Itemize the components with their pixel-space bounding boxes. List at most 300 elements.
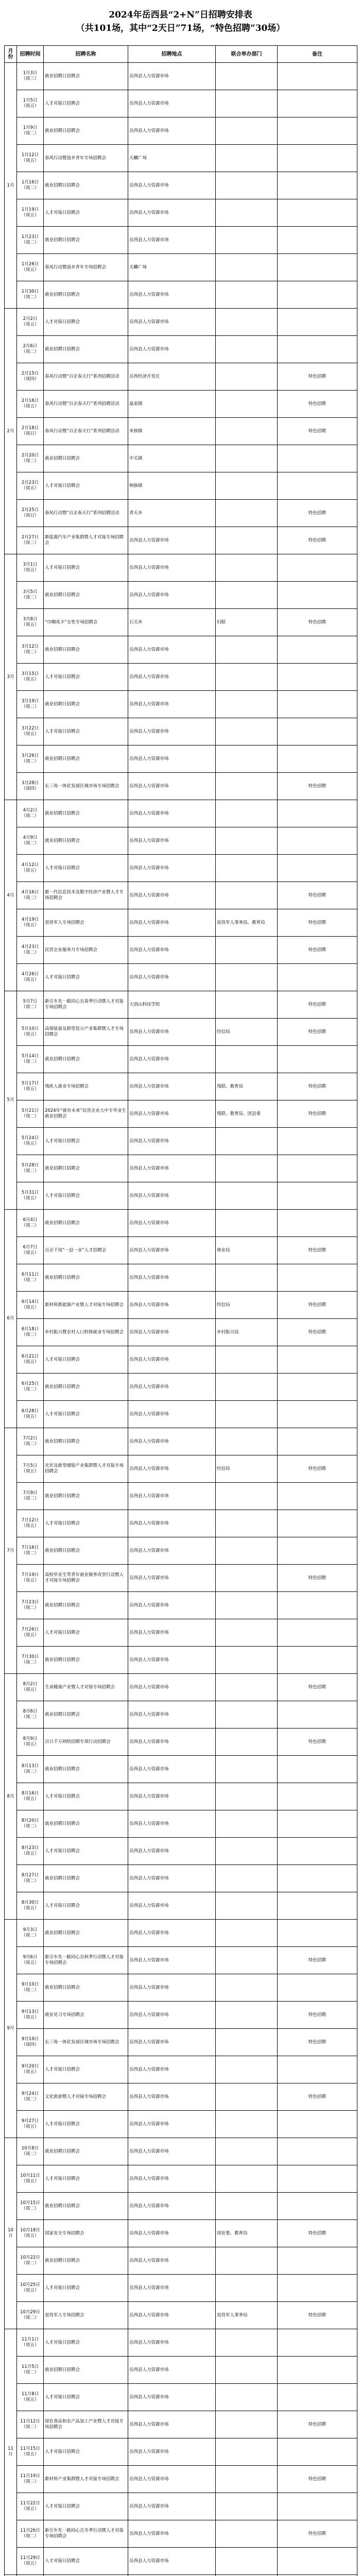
event-name-cell: 就业见习专场招聘会 — [44, 2002, 128, 2029]
date-cell — [17, 1537, 44, 1565]
date-cell — [17, 363, 44, 391]
date-cell — [17, 1647, 44, 1674]
date-text: 6月21日 — [21, 1354, 39, 1359]
co-organizer-cell — [216, 1537, 278, 1565]
weekday-text: （周五） — [21, 322, 39, 327]
weekday-text: （周五） — [21, 2506, 39, 2512]
co-organizer-cell: 乡村振兴局 — [216, 1319, 278, 1346]
co-organizer-cell — [216, 2466, 278, 2493]
date-text: 4月23日 — [21, 944, 39, 950]
date-text: 7月12日 — [21, 1518, 39, 1523]
venue-cell: 中关镇 — [128, 445, 216, 472]
date-cell — [17, 1728, 44, 1756]
remark-cell: 特色招聘 — [278, 1674, 357, 1701]
remark-cell: 特色招聘 — [278, 2002, 357, 2029]
date-text: 3月26日 — [21, 753, 39, 758]
date-text: 8月30日 — [21, 1900, 39, 1905]
event-name-cell: 人才对接日招聘会 — [44, 2438, 128, 2466]
co-organizer-cell — [216, 309, 278, 336]
event-name-cell: 人才对接日招聘会 — [44, 718, 128, 745]
remark-cell — [278, 1210, 357, 1237]
weekday-text: （周二） — [21, 1387, 39, 1392]
event-name-cell: 就业招聘日招聘会 — [44, 2357, 128, 2384]
table-row — [5, 1510, 357, 1537]
date-cell — [17, 1374, 44, 1401]
co-organizer-cell — [216, 991, 278, 1019]
venue-cell: 岳西县人力资源市场 — [128, 2329, 216, 2357]
weekday-text: （周五） — [21, 1305, 39, 1310]
weekday-text: （周五） — [21, 1087, 39, 1092]
venue-cell: 岳西县人力资源市场 — [128, 1237, 216, 1264]
date-text: 1月23日 — [21, 234, 39, 240]
co-organizer-cell — [216, 1592, 278, 1619]
venue-cell: 岳西经济开发区 — [128, 363, 216, 391]
date-cell — [17, 2056, 44, 2083]
event-name-cell: 就业招聘日招聘会 — [44, 281, 128, 309]
event-name-cell: 春风行动暨“百企春天行”系列招聘活动 — [44, 363, 128, 391]
table-row — [5, 2384, 357, 2411]
venue-cell: 岳西县人力资源市场 — [128, 827, 216, 855]
co-organizer-cell — [216, 1701, 278, 1728]
event-name-cell: 就业招聘日招聘会 — [44, 2138, 128, 2165]
weekday-text: （周四） — [21, 377, 39, 382]
co-organizer-cell — [216, 227, 278, 254]
event-name-cell: 新能源汽车产业集群暨人才对接专场招聘会 — [44, 527, 128, 554]
date-text: 11月8日 — [21, 2392, 39, 2397]
weekday-text: （周二） — [21, 1442, 39, 1447]
co-organizer-cell — [216, 1974, 278, 2002]
remark-cell: 特色招聘 — [278, 527, 357, 554]
table-row — [5, 1483, 357, 1510]
month-cell: 3月 — [5, 554, 17, 800]
event-name-cell: 春风行动暨“百企春天行”系列招聘活动 — [44, 500, 128, 527]
weekday-text: （周二） — [21, 131, 39, 136]
date-text: 4月12日 — [21, 862, 39, 868]
date-text: 3月19日 — [21, 699, 39, 704]
date-cell — [17, 199, 44, 227]
date-cell — [17, 745, 44, 773]
weekday-text: （周五） — [21, 1032, 39, 1037]
weekday-text: （周五） — [21, 158, 39, 163]
event-name-cell: 就业招聘日招聘会 — [44, 636, 128, 664]
date-text: 10月25日 — [20, 2282, 40, 2287]
table-row — [5, 1292, 357, 1319]
date-text: 9月20日 — [21, 2064, 39, 2069]
table-row — [5, 172, 357, 199]
date-text: 2月6日 — [23, 344, 38, 349]
date-cell — [17, 1510, 44, 1537]
remark-cell: 特色招聘 — [278, 937, 357, 964]
weekday-text: （周二） — [21, 2151, 39, 2157]
event-name-cell: 人才对接日招聘会 — [44, 1619, 128, 1647]
date-text: 5月28日 — [21, 1163, 39, 1168]
event-name-cell: 就业招聘日招聘会 — [44, 1974, 128, 2002]
date-cell — [17, 1401, 44, 1428]
co-organizer-cell — [216, 882, 278, 909]
co-organizer-cell — [216, 1210, 278, 1237]
remark-cell — [278, 2548, 357, 2575]
date-cell — [17, 500, 44, 527]
date-cell — [17, 117, 44, 145]
document-title — [0, 0, 361, 43]
weekday-text: （周五） — [21, 1742, 39, 1747]
weekday-text: （周五） — [21, 1360, 39, 1365]
venue-cell: 岳西县人力资源市场 — [128, 227, 216, 254]
co-organizer-cell — [216, 2411, 278, 2438]
event-name-cell: 就业招聘日招聘会 — [44, 1701, 128, 1728]
table-row — [5, 363, 357, 391]
remark-cell — [278, 691, 357, 718]
date-cell — [17, 1100, 44, 1128]
remark-cell: 特色招聘 — [278, 2411, 357, 2438]
weekday-text: （周四） — [21, 2042, 39, 2047]
date-cell — [17, 937, 44, 964]
date-cell — [17, 145, 44, 172]
venue-cell: 岳西县人力资源市场 — [128, 1510, 216, 1537]
table-row — [5, 1019, 357, 1046]
date-text: 3月28日 — [21, 781, 39, 786]
date-cell — [17, 1046, 44, 1073]
table-header-row — [5, 46, 357, 63]
date-cell — [17, 1319, 44, 1346]
remark-cell: 特色招聘 — [278, 2520, 357, 2548]
venue-cell: 岳西县人力资源市场 — [128, 664, 216, 691]
co-organizer-cell — [216, 445, 278, 472]
date-cell — [17, 1346, 44, 1374]
date-text: 5月21日 — [21, 1108, 39, 1113]
venue-cell: 岳西县人力资源市场 — [128, 1128, 216, 1155]
event-name-cell: 就业招聘日招聘会 — [44, 2247, 128, 2275]
co-organizer-cell — [216, 718, 278, 745]
date-text: 5月24日 — [21, 1136, 39, 1141]
weekday-text: （周五） — [21, 486, 39, 491]
co-organizer-cell — [216, 1346, 278, 1374]
date-text: 11月26日 — [20, 2528, 40, 2533]
remark-cell: 特色招聘 — [278, 391, 357, 418]
event-name-cell: 乡村振兴暨农村人口转移就业专场招聘会 — [44, 1319, 128, 1346]
weekday-text: （周五） — [21, 267, 39, 273]
date-text: 8月2日 — [23, 1682, 38, 1687]
weekday-text: （周二） — [21, 1605, 39, 1611]
venue-cell: 岳西县人力资源市场 — [128, 1838, 216, 1865]
weekday-text: （周二） — [21, 1059, 39, 1064]
venue-cell: 岳西县人力资源市场 — [128, 1647, 216, 1674]
co-organizer-cell — [216, 391, 278, 418]
date-cell — [17, 691, 44, 718]
table-row — [5, 2520, 357, 2548]
co-organizer-cell — [216, 2029, 278, 2056]
co-organizer-cell — [216, 2329, 278, 2357]
table-row — [5, 2493, 357, 2520]
date-cell — [17, 1155, 44, 1182]
event-name-cell: 就业招聘日招聘会 — [44, 1537, 128, 1565]
venue-cell: 岳西县人力资源市场 — [128, 937, 216, 964]
event-name-cell: 人才对接日招聘会 — [44, 2165, 128, 2193]
date-cell — [17, 882, 44, 909]
venue-cell: 岳西县人力资源市场 — [128, 1728, 216, 1756]
co-organizer-cell — [216, 472, 278, 500]
event-name-cell: 绿色食品和农产品加工产业暨人才对接专场招聘会 — [44, 2411, 128, 2438]
weekday-text: （周五） — [21, 2124, 39, 2129]
remark-cell — [278, 1838, 357, 1865]
event-name-cell: 新材料产业集群暨人才对接专场招聘会 — [44, 2466, 128, 2493]
weekday-text: （周二） — [21, 1005, 39, 1010]
venue-cell: 岳西县人力资源市场 — [128, 1100, 216, 1128]
remark-cell — [278, 1510, 357, 1537]
co-organizer-cell — [216, 2275, 278, 2302]
event-name-cell: 就业招聘日招聘会 — [44, 800, 128, 827]
table-row — [5, 336, 357, 363]
table-row — [5, 773, 357, 800]
date-text: 4月2日 — [23, 808, 38, 813]
weekday-text: （周二） — [21, 2206, 39, 2211]
date-text: 2月18日 — [21, 426, 39, 431]
co-organizer-cell: 国安委、教育局 — [216, 2220, 278, 2247]
table-row — [5, 227, 357, 254]
venue-cell: 岳西县人力资源市场 — [128, 1155, 216, 1182]
co-organizer-cell — [216, 117, 278, 145]
month-cell: 10月 — [5, 2138, 17, 2329]
table-row — [5, 664, 357, 691]
table-row — [5, 718, 357, 745]
remark-cell — [278, 309, 357, 336]
date-cell — [17, 2165, 44, 2193]
event-name-cell: 文化旅游暨人才对接专场招聘会 — [44, 2083, 128, 2111]
remark-cell — [278, 1865, 357, 1892]
co-organizer-cell — [216, 1838, 278, 1865]
weekday-text: （周五） — [21, 2179, 39, 2184]
weekday-text: （周五） — [21, 2561, 39, 2566]
table-row — [5, 2357, 357, 2384]
remark-cell — [278, 1647, 357, 1674]
date-cell — [17, 1264, 44, 1292]
date-cell — [17, 2220, 44, 2247]
date-text: 8月20日 — [21, 1818, 39, 1823]
table-row — [5, 1319, 357, 1346]
date-cell — [17, 2193, 44, 2220]
table-row — [5, 582, 357, 609]
table-row — [5, 827, 357, 855]
date-cell — [17, 855, 44, 882]
event-name-cell: 春风行动暨返乡青年专场招聘会 — [44, 254, 128, 281]
weekday-text: （周二） — [21, 1496, 39, 1501]
venue-cell: 岳西县人力资源市场 — [128, 1920, 216, 1947]
weekday-text: （周五） — [21, 1687, 39, 1692]
remark-cell — [278, 254, 357, 281]
header-month: 月份 — [5, 46, 17, 63]
table-row — [5, 1647, 357, 1674]
date-cell — [17, 1865, 44, 1892]
weekday-text: （周五） — [21, 1141, 39, 1146]
weekday-text: （周二） — [21, 1168, 39, 1174]
venue-cell: 岳西县人力资源市场 — [128, 718, 216, 745]
date-cell — [17, 609, 44, 636]
table-row — [5, 909, 357, 937]
event-name-cell: 人才对接日招聘会 — [44, 2548, 128, 2575]
venue-cell: 岳西县人力资源市场 — [128, 1619, 216, 1647]
date-cell — [17, 1128, 44, 1155]
remark-cell: 特色招聘 — [278, 2466, 357, 2493]
remark-cell — [278, 1155, 357, 1182]
date-text: 1月5日 — [23, 98, 38, 103]
weekday-text: （周二） — [21, 1769, 39, 1774]
table-row — [5, 800, 357, 827]
event-name-cell: 人才对接日招聘会 — [44, 1838, 128, 1865]
date-text: 9月6日 — [23, 1955, 38, 1960]
remark-cell: 特色招聘 — [278, 1019, 357, 1046]
event-name-cell: 就业招聘日招聘会 — [44, 1155, 128, 1182]
table-row — [5, 1974, 357, 2002]
venue-cell: 岳西县人力资源市场 — [128, 2384, 216, 2411]
venue-cell: 岳西县人力资源市场 — [128, 1783, 216, 1810]
venue-cell: 岳西县人力资源市场 — [128, 1455, 216, 1483]
venue-cell: 岳西县人力资源市场 — [128, 199, 216, 227]
table-row — [5, 2083, 357, 2111]
weekday-text: （周五） — [21, 868, 39, 873]
event-name-cell: 人才对接日招聘会 — [44, 472, 128, 500]
table-row — [5, 2111, 357, 2138]
table-row — [5, 1237, 357, 1264]
venue-cell: 岳西县人力资源市场 — [128, 1674, 216, 1701]
weekday-text: （周二） — [21, 1114, 39, 1119]
date-text: 1月9日 — [23, 125, 38, 130]
venue-cell: 岳西县人力资源市场 — [128, 882, 216, 909]
weekday-text: （周二） — [21, 1715, 39, 1720]
remark-cell — [278, 172, 357, 199]
event-name-cell: 春风行动暨“百企春天行”系列招聘活动 — [44, 391, 128, 418]
date-cell — [17, 2002, 44, 2029]
co-organizer-cell — [216, 664, 278, 691]
table-row — [5, 391, 357, 418]
remark-cell — [278, 2056, 357, 2083]
table-row — [5, 554, 357, 582]
event-name-cell: 就业招聘日招聘会 — [44, 582, 128, 609]
date-cell — [17, 227, 44, 254]
date-cell — [17, 1592, 44, 1619]
co-organizer-cell — [216, 1810, 278, 1838]
weekday-text: （周五） — [21, 2233, 39, 2239]
remark-cell: 特色招聘 — [278, 909, 357, 937]
co-organizer-cell — [216, 1565, 278, 1592]
date-text: 9月13日 — [21, 2009, 39, 2014]
remark-cell — [278, 145, 357, 172]
remark-cell — [278, 1483, 357, 1510]
weekday-text: （周五） — [21, 1851, 39, 1856]
weekday-text: （周五） — [21, 1906, 39, 1911]
event-name-cell: 人才对接日招聘会 — [44, 199, 128, 227]
remark-cell — [278, 745, 357, 773]
remark-cell: 特色招聘 — [278, 1947, 357, 1974]
remark-cell — [278, 199, 357, 227]
date-cell — [17, 281, 44, 309]
weekday-text: （周五） — [21, 2397, 39, 2402]
date-cell — [17, 1892, 44, 1920]
date-text: 7月16日 — [21, 1545, 39, 1550]
venue-cell: 岳西县人力资源市场 — [128, 309, 216, 336]
co-organizer-cell — [216, 2493, 278, 2520]
co-organizer-cell — [216, 964, 278, 991]
event-name-cell: 新引车先一路同心且春季行动暨人才对接专场招聘会 — [44, 991, 128, 1019]
remark-cell — [278, 2247, 357, 2275]
date-text: 1月19日 — [21, 207, 39, 212]
venue-cell: 岳西县人力资源市场 — [128, 1974, 216, 2002]
table-row — [5, 964, 357, 991]
date-cell — [17, 172, 44, 199]
date-text: 6月14日 — [21, 1299, 39, 1304]
event-name-cell: 长三角一体化发展区域市场专场招聘会 — [44, 2029, 128, 2056]
table-row — [5, 2247, 357, 2275]
co-organizer-cell — [216, 2520, 278, 2548]
remark-cell: 特色招聘 — [278, 2220, 357, 2247]
co-organizer-cell — [216, 773, 278, 800]
venue-cell: 岳西县人力资源市场 — [128, 2220, 216, 2247]
event-name-cell: 新引车先一路同心且冬季行动暨人才对接专场招聘会 — [44, 2520, 128, 2548]
co-organizer-cell — [216, 1892, 278, 1920]
date-text: 3月5日 — [23, 589, 38, 595]
date-text: 2月15日 — [21, 371, 39, 376]
date-cell — [17, 2493, 44, 2520]
remark-cell — [278, 90, 357, 117]
co-organizer-cell — [216, 1264, 278, 1292]
table-row — [5, 281, 357, 309]
co-organizer-cell: 林业局 — [216, 1237, 278, 1264]
weekday-text: （周五） — [21, 1469, 39, 1474]
remark-cell: 特色招聘 — [278, 1237, 357, 1264]
date-cell — [17, 2357, 44, 2384]
venue-cell: 岳西县人力资源市场 — [128, 773, 216, 800]
co-organizer-cell — [216, 800, 278, 827]
remark-cell — [278, 1783, 357, 1810]
table-row — [5, 145, 357, 172]
venue-cell: 岳西县人力资源市场 — [128, 2548, 216, 2575]
weekday-text: （周日） — [21, 431, 39, 436]
venue-cell: 岳西县人力资源市场 — [128, 1046, 216, 1073]
table-row — [5, 1728, 357, 1756]
remark-cell — [278, 964, 357, 991]
table-row — [5, 1892, 357, 1920]
date-cell — [17, 1783, 44, 1810]
event-name-cell: 退役军人专场招聘会 — [44, 909, 128, 937]
table-row — [5, 1100, 357, 1128]
weekday-text: （周五） — [21, 568, 39, 573]
date-text: 6月18日 — [21, 1327, 39, 1332]
remark-cell — [278, 1756, 357, 1783]
weekday-text: （周二） — [21, 185, 39, 191]
event-name-cell: 就业招聘日招聘会 — [44, 172, 128, 199]
weekday-text: （周五） — [21, 104, 39, 109]
date-cell — [17, 391, 44, 418]
weekday-text: （周二） — [21, 841, 39, 846]
weekday-text: （周二） — [21, 814, 39, 819]
remark-cell: 特色招聘 — [278, 609, 357, 636]
table-row — [5, 1865, 357, 1892]
venue-cell: 岳西县人力资源市场 — [128, 172, 216, 199]
venue-cell: 岳西县人力资源市场 — [128, 2357, 216, 2384]
date-text: 2月27日 — [21, 535, 39, 540]
venue-cell: 岳西县人力资源市场 — [128, 1210, 216, 1237]
table-row — [5, 937, 357, 964]
venue-cell: 岳西县人力资源市场 — [128, 1264, 216, 1292]
weekday-text: （周五） — [21, 1633, 39, 1638]
event-name-cell: 春风行动暨返乡青年专场招聘会 — [44, 145, 128, 172]
table-row — [5, 1046, 357, 1073]
venue-cell: 温泉镇 — [128, 391, 216, 418]
date-text: 1月16日 — [21, 180, 39, 185]
header-name: 招聘名称 — [44, 46, 128, 63]
event-name-cell: 就业招聘日招聘会 — [44, 1210, 128, 1237]
co-organizer-cell — [216, 172, 278, 199]
remark-cell — [278, 1182, 357, 1210]
